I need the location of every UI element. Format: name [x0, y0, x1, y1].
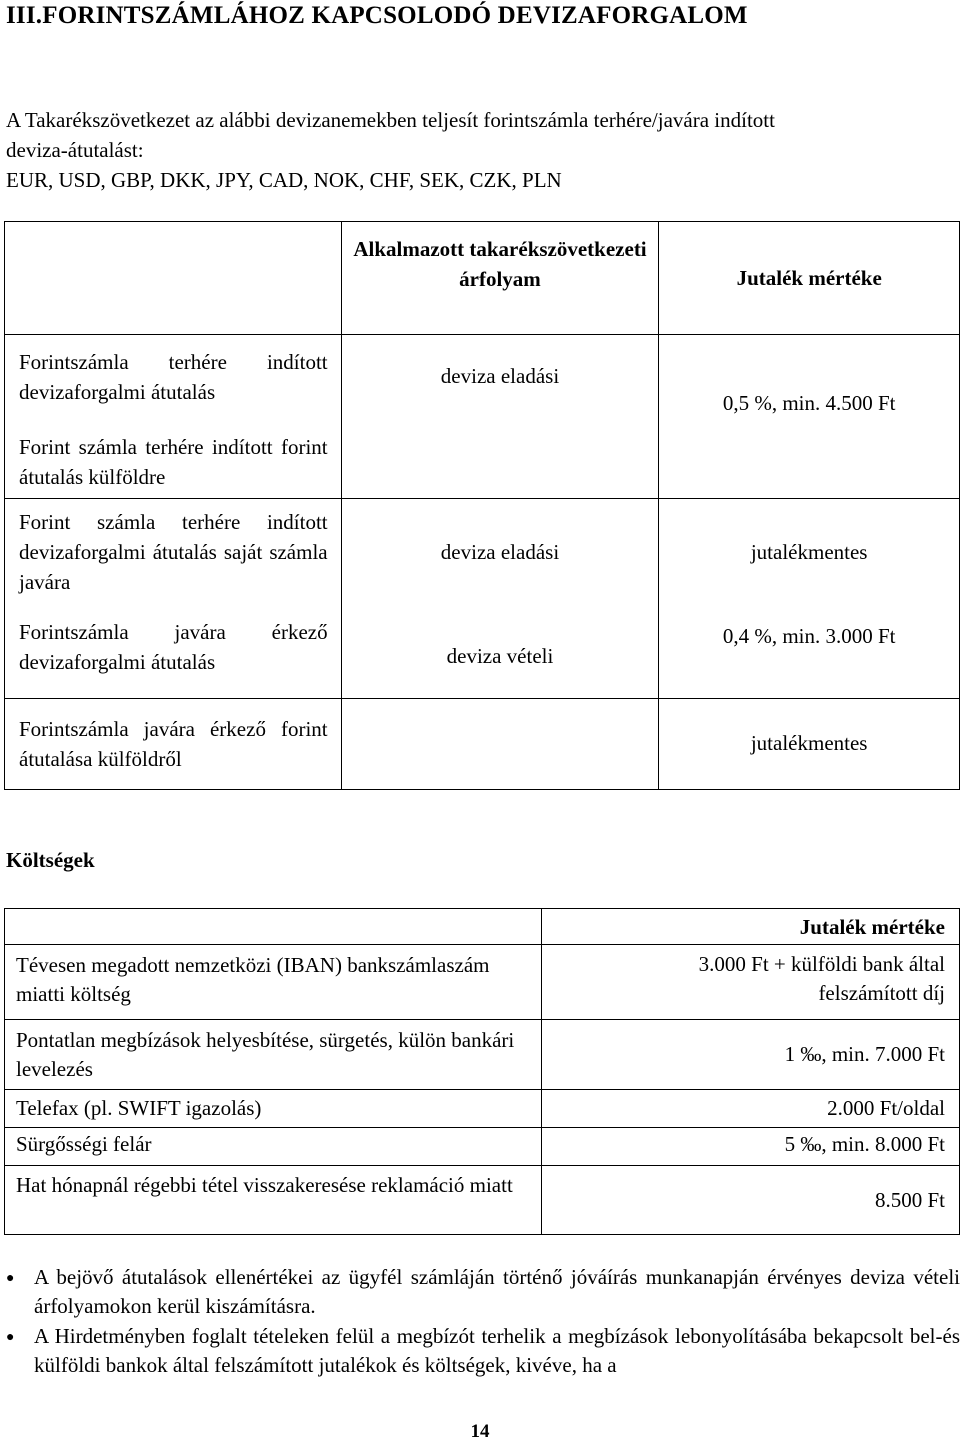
cost-row-fee: 5 ‰, min. 8.000 Ft: [542, 1128, 960, 1166]
cost-row-label: Hat hónapnál régebbi tétel visszakeresése reklamáció miatt: [5, 1166, 542, 1235]
header-empty-cell: [5, 222, 342, 335]
note-item: [6, 1322, 960, 1380]
costs-header-empty: [5, 909, 542, 945]
note-text: A bejövő átutalások ellenértékei az ügyfél számláján történő jóváírás munkanapján érvényes deviza vételi árfolyamokon kerül kiszámításra.: [34, 1265, 960, 1318]
cost-row-label: Telefax (pl. SWIFT igazolás): [5, 1090, 542, 1128]
fx-row-rate: deviza eladási deviza vételi: [341, 499, 659, 699]
note-text: A Hirdetményben foglalt tételeken felül a megbízót terhelik a megbízások lebonyolításába bekapcsolt bel-és külföldi bankok által felszámított jutalékok és költségek, kivéve, ha a: [34, 1324, 960, 1377]
fx-transfer-table: [4, 221, 960, 790]
notes-list: [6, 1263, 960, 1380]
bullet-icon: ●: [6, 1271, 15, 1286]
fx-row-fee: 0,5 %, min. 4.500 Ft: [659, 335, 960, 499]
fx-row-label: Forint számla terhére indított devizaforgalmi átutalás saját számla javára Forintszámla javára érkező devizaforgalmi átutalás: [5, 499, 342, 699]
fx-row-fee: jutalékmentes: [659, 699, 960, 790]
fx-row-label: Forintszámla terhére indított devizaforgalmi átutalás Forint számla terhére indított forint átutalás külföldre: [5, 335, 342, 499]
currency-list: EUR, USD, GBP, DKK, JPY, CAD, NOK, CHF, SEK, CZK, PLN: [6, 168, 562, 192]
page-heading: III.FORINTSZÁMLÁHOZ KAPCSOLODÓ DEVIZAFORGALOM: [6, 2, 748, 29]
cost-row-label: Pontatlan megbízások helyesbítése, sürgetés, külön bankári levelezés: [5, 1020, 542, 1090]
fx-row-fee: jutalékmentes 0,4 %, min. 3.000 Ft: [659, 499, 960, 699]
fx-row-label: Forintszámla javára érkező forint átutalása külföldről: [5, 699, 342, 790]
note-item: [6, 1263, 960, 1321]
cost-row-label: Sürgősségi felár: [5, 1128, 542, 1166]
costs-fee-header: Jutalék mértéke: [542, 909, 960, 945]
cost-row-fee: 3.000 Ft + külföldi bank által felszámított díj: [542, 945, 960, 1020]
page-number: 14: [470, 1421, 490, 1442]
fx-row-rate: deviza eladási: [341, 335, 659, 499]
costs-title: Költségek: [6, 848, 95, 872]
cost-row-label: Tévesen megadott nemzetközi (IBAN) bankszámlaszám miatti költség: [5, 945, 542, 1020]
intro-line-1: A Takarékszövetkezet az alábbi devizanemekben teljesít forintszámla terhére/javára indított: [6, 108, 775, 132]
bullet-icon: ●: [6, 1330, 15, 1345]
costs-table: [4, 908, 960, 1235]
fee-header: Jutalék mértéke: [659, 222, 960, 335]
cost-row-fee: 1 ‰, min. 7.000 Ft: [542, 1020, 960, 1090]
cost-row-fee: 2.000 Ft/oldal: [542, 1090, 960, 1128]
intro-line-2: deviza-átutalást:: [6, 138, 144, 162]
rate-header: Alkalmazott takarékszövetkezeti árfolyam: [341, 222, 659, 335]
cost-row-fee: 8.500 Ft: [542, 1166, 960, 1235]
fx-row-rate-empty: [341, 699, 659, 790]
